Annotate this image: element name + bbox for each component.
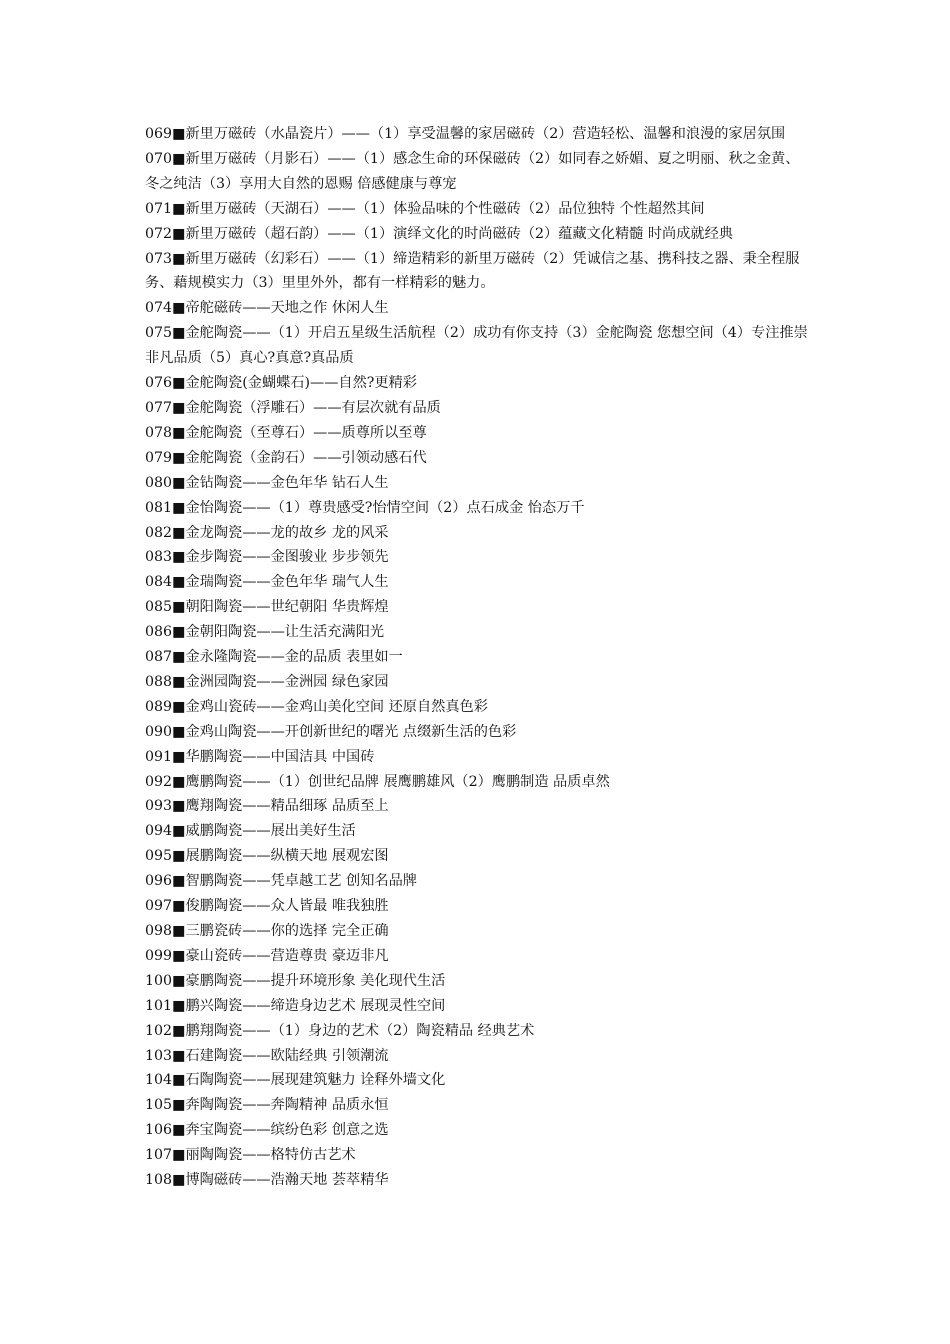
slogan-entry-081: 081■金怡陶瓷——（1）尊贵感受?怡情空间（2）点石成金 怡态万千 (145, 499, 585, 516)
slogan-entry-074: 074■帝舵磁砖——天地之作 休闲人生 (145, 300, 389, 317)
slogan-entry-107: 107■丽陶陶瓷——格特仿古艺术 (145, 1147, 356, 1164)
slogan-entry-096: 096■智鹏陶瓷——凭卓越工艺 创知名品牌 (145, 873, 417, 890)
document-page (145, 122, 810, 1193)
slogan-entry-102: 102■鹏翔陶瓷——（1）身边的艺术（2）陶瓷精品 经典艺术 (145, 1022, 535, 1039)
slogan-entry-084: 084■金瑞陶瓷——金色年华 瑞气人生 (145, 574, 389, 591)
slogan-entry-085: 085■朝阳陶瓷——世纪朝阳 华贵辉煌 (145, 599, 389, 616)
slogan-entry-083: 083■金步陶瓷——金图骏业 步步领先 (145, 549, 389, 566)
slogan-entry-098: 098■三鹏瓷砖——你的选择 完全正确 (145, 923, 389, 939)
slogan-entry-093: 093■鹰翔陶瓷——精品细琢 品质至上 (145, 798, 389, 815)
slogan-entry-075: 075■金舵陶瓷——（1）开启五星级生活航程（2）成功有你支持（3）金舵陶瓷 您想空间（4）专注推崇 非凡品质（5）真心?真意?真品质 (145, 325, 808, 367)
slogan-entry-089: 089■金鸡山瓷砖——金鸡山美化空间 还原自然真色彩 (145, 698, 488, 715)
slogan-entry-088: 088■金洲园陶瓷——金洲园 绿色家园 (145, 673, 389, 690)
slogan-entry-077: 077■金舵陶瓷（浮雕石）——有层次就有品质 (145, 399, 441, 416)
slogan-entry-079: 079■金舵陶瓷（金韵石）——引领动感石代 (145, 449, 427, 466)
slogan-entry-078: 078■金舵陶瓷（至尊石）——质尊所以至尊 (145, 424, 427, 441)
slogan-entry-082: 082■金龙陶瓷——龙的故乡 龙的风采 (145, 524, 389, 541)
slogan-entry-080: 080■金钻陶瓷——金色年华 钻石人生 (145, 474, 389, 491)
slogan-entry-103: 103■石建陶瓷——欧陆经典 引领潮流 (145, 1047, 389, 1064)
slogan-entry-072: 072■新里万磁砖（超石韵）——（1）演绎文化的时尚磁砖（2）蕴藏文化精髓 时尚成就经典 (145, 225, 733, 242)
slogan-entry-086: 086■金朝阳陶瓷——让生活充满阳光 (145, 624, 385, 641)
slogan-entry-106: 106■奔宝陶瓷——缤纷色彩 创意之选 (145, 1122, 389, 1139)
slogan-entry-099: 099■豪山瓷砖——营造尊贵 豪迈非凡 (145, 947, 389, 964)
slogan-entry-095: 095■展鹏陶瓷——纵横天地 展观宏图 (145, 848, 389, 865)
slogan-entry-108: 108■博陶磁砖——浩瀚天地 荟萃精华 (145, 1172, 389, 1189)
slogan-entry-100: 100■豪鹏陶瓷——提升环境形象 美化现代生活 (145, 972, 446, 989)
slogan-entry-087: 087■金永隆陶瓷——金的品质 表里如一 (145, 649, 403, 666)
slogan-entry-069: 069■新里万磁砖（水晶瓷片）——（1）享受温馨的家居磁砖（2）营造轻松、温馨和浪漫的家居氛围 (145, 126, 786, 142)
slogan-entry-090: 090■金鸡山陶瓷——开创新世纪的曙光 点缀新生活的色彩 (145, 723, 517, 740)
slogan-entry-071: 071■新里万磁砖（天湖石）——（1）体验品味的个性磁砖（2）品位独特 个性超然其间 (145, 200, 705, 217)
slogan-entry-097: 097■俊鹏陶瓷——众人皆最 唯我独胜 (145, 898, 389, 915)
slogan-entry-091: 091■华鹏陶瓷——中国洁具 中国砖 (145, 748, 375, 765)
slogan-entry-092: 092■鹰鹏陶瓷——（1）创世纪品牌 展鹰鹏雄风（2）鹰鹏制造 品质卓然 (145, 773, 610, 790)
slogan-entry-076: 076■金舵陶瓷(金蝴蝶石)——自然?更精彩 (145, 375, 417, 392)
slogan-entry-073: 073■新里万磁砖（幻彩石）——（1）缔造精彩的新里万磁砖（2）凭诚信之基、携科技之器、秉全程服务、藉规模实力（3）里里外外，都有一样精彩的魅力。 (145, 250, 800, 292)
slogan-entry-094: 094■威鹏陶瓷——展出美好生活 (145, 823, 356, 840)
slogan-entry-105: 105■奔陶陶瓷——奔陶精神 品质永恒 (145, 1097, 389, 1114)
slogan-entry-070: 070■新里万磁砖（月影石）——（1）感念生命的环保磁砖（2）如同春之娇媚、夏之明丽、秋之金黄、冬之纯洁（3）享用大自然的恩赐 倍感健康与尊宠 (145, 150, 800, 192)
slogan-entry-104: 104■石陶陶瓷——展现建筑魅力 诠释外墙文化 (145, 1072, 446, 1089)
slogan-entry-101: 101■鹏兴陶瓷——缔造身边艺术 展现灵性空间 (145, 997, 446, 1014)
